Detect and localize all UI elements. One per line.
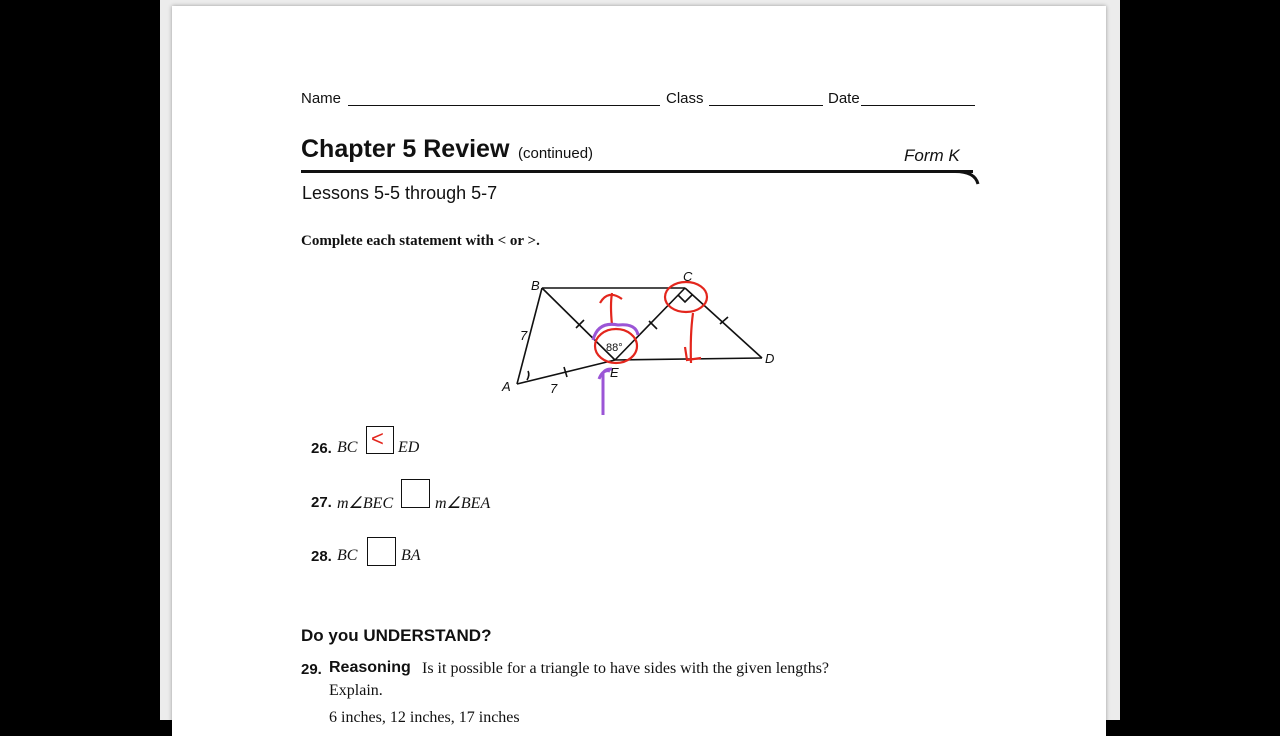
vertex-e-label: E bbox=[610, 365, 619, 380]
title-rule bbox=[301, 170, 973, 173]
geometry-figure bbox=[490, 265, 790, 425]
q28-left: BC bbox=[337, 547, 358, 564]
q26-answer: < bbox=[371, 426, 384, 451]
q27-number: 27. bbox=[311, 494, 332, 511]
q29-number: 29. bbox=[301, 661, 322, 678]
segment-cd bbox=[685, 288, 762, 358]
side-ae-length: 7 bbox=[550, 381, 558, 396]
q28-number: 28. bbox=[311, 548, 332, 565]
date-field-line bbox=[861, 105, 975, 106]
name-field-line bbox=[348, 105, 660, 106]
class-field-line bbox=[709, 105, 823, 106]
form-label: Form K bbox=[904, 146, 960, 165]
vertex-b-label: B bbox=[531, 278, 540, 293]
date-label: Date bbox=[828, 90, 860, 107]
q28-right: BA bbox=[401, 547, 421, 564]
class-label: Class bbox=[666, 90, 704, 107]
q26-left: BC bbox=[337, 439, 358, 456]
q27-left: m∠BEC bbox=[337, 495, 394, 512]
side-ab-length: 7 bbox=[520, 328, 528, 343]
understand-heading: Do you UNDERSTAND? bbox=[301, 626, 492, 645]
vertex-d-label: D bbox=[765, 351, 775, 366]
vertex-a-label: A bbox=[502, 379, 511, 394]
instruction-text: Complete each statement with < or >. bbox=[301, 233, 540, 249]
rule-curl bbox=[955, 168, 985, 190]
q26-right: ED bbox=[398, 439, 420, 456]
angle-88-label: 88° bbox=[606, 342, 623, 354]
lessons-subtitle: Lessons 5-5 through 5-7 bbox=[302, 183, 498, 203]
q27-answer-box[interactable] bbox=[401, 479, 430, 508]
q26-number: 26. bbox=[311, 440, 332, 457]
q29-lengths: 6 inches, 12 inches, 17 inches bbox=[329, 709, 520, 726]
q28-answer-box[interactable] bbox=[367, 537, 396, 566]
q29-title: Reasoning bbox=[329, 659, 411, 676]
vertex-c-label: C bbox=[683, 269, 693, 284]
q26-answer-box[interactable] bbox=[366, 426, 394, 454]
continued-label: (continued) bbox=[518, 145, 594, 162]
q29-text-continued: Explain. bbox=[329, 682, 383, 699]
chapter-title: Chapter 5 Review bbox=[301, 135, 510, 163]
name-label: Name bbox=[301, 90, 342, 107]
q29-text: Is it possible for a triangle to have sides with the given lengths? bbox=[422, 660, 830, 677]
q27-right: m∠BEA bbox=[435, 495, 491, 512]
